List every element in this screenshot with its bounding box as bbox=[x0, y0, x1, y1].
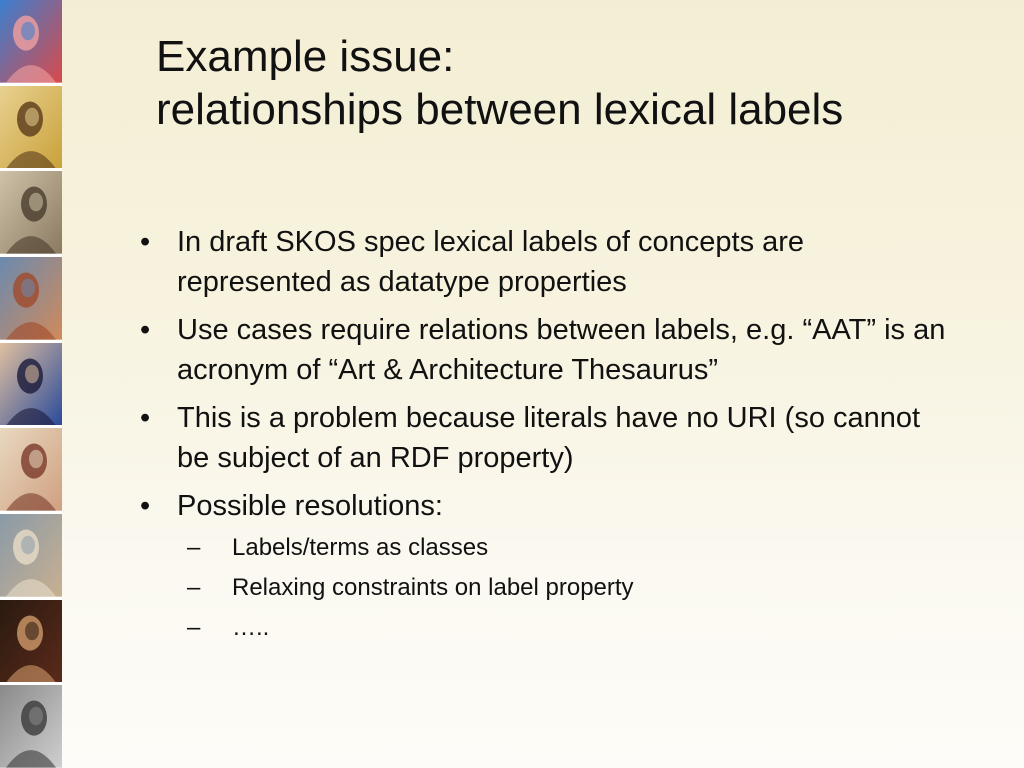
title-line-2: relationships between lexical labels bbox=[156, 85, 844, 134]
sub-bullet-list bbox=[177, 528, 960, 648]
bullet-item bbox=[140, 486, 960, 648]
title-line-1: Example issue: bbox=[156, 32, 455, 81]
opera-poster-image bbox=[0, 428, 62, 511]
sub-bullet-text: Relaxing constraints on label property bbox=[232, 574, 634, 601]
bullet-marker: • bbox=[140, 226, 151, 258]
bullet-text: This is a problem because literals have no URI (so cannot be subject of an RDF property) bbox=[177, 402, 921, 474]
bullet-text: Possible resolutions: bbox=[177, 490, 443, 522]
bullet-text: Use cases require relations between labels, e.g. “AAT” is an acronym of “Art & Architecture Thesaurus” bbox=[177, 314, 946, 386]
bullet-marker: • bbox=[140, 490, 151, 522]
sub-bullet-marker: – bbox=[187, 614, 201, 641]
bullet-marker: • bbox=[140, 314, 151, 346]
demoiselles-painting-image bbox=[0, 257, 62, 340]
pastel-lady-portrait-image bbox=[0, 514, 62, 597]
sub-bullet-marker: – bbox=[187, 574, 201, 601]
sub-bullet-text: Labels/terms as classes bbox=[232, 534, 489, 561]
sepia-reading-woman-image bbox=[0, 171, 62, 254]
bullet-item bbox=[140, 310, 960, 390]
cubist-face-image bbox=[0, 86, 62, 169]
reclining-nude-painting-image bbox=[0, 600, 62, 683]
bullet-text: In draft SKOS spec lexical labels of concepts are represented as datatype properties bbox=[177, 226, 805, 298]
sub-bullet-item bbox=[187, 608, 960, 648]
pop-art-portrait-image bbox=[0, 0, 62, 83]
blue-portrait-man-image bbox=[0, 343, 62, 426]
sub-bullet-marker: – bbox=[187, 534, 201, 561]
bullet-item bbox=[140, 398, 960, 478]
slide-title bbox=[156, 30, 843, 136]
bullet-item bbox=[140, 222, 960, 302]
artwork-sidebar bbox=[0, 0, 62, 768]
bullet-list bbox=[140, 222, 960, 656]
sub-bullet-item bbox=[187, 568, 960, 608]
bullet-marker: • bbox=[140, 402, 151, 434]
sub-bullet-item bbox=[187, 528, 960, 568]
bearded-man-photo-image bbox=[0, 685, 62, 768]
sub-bullet-text: ….. bbox=[232, 614, 270, 641]
